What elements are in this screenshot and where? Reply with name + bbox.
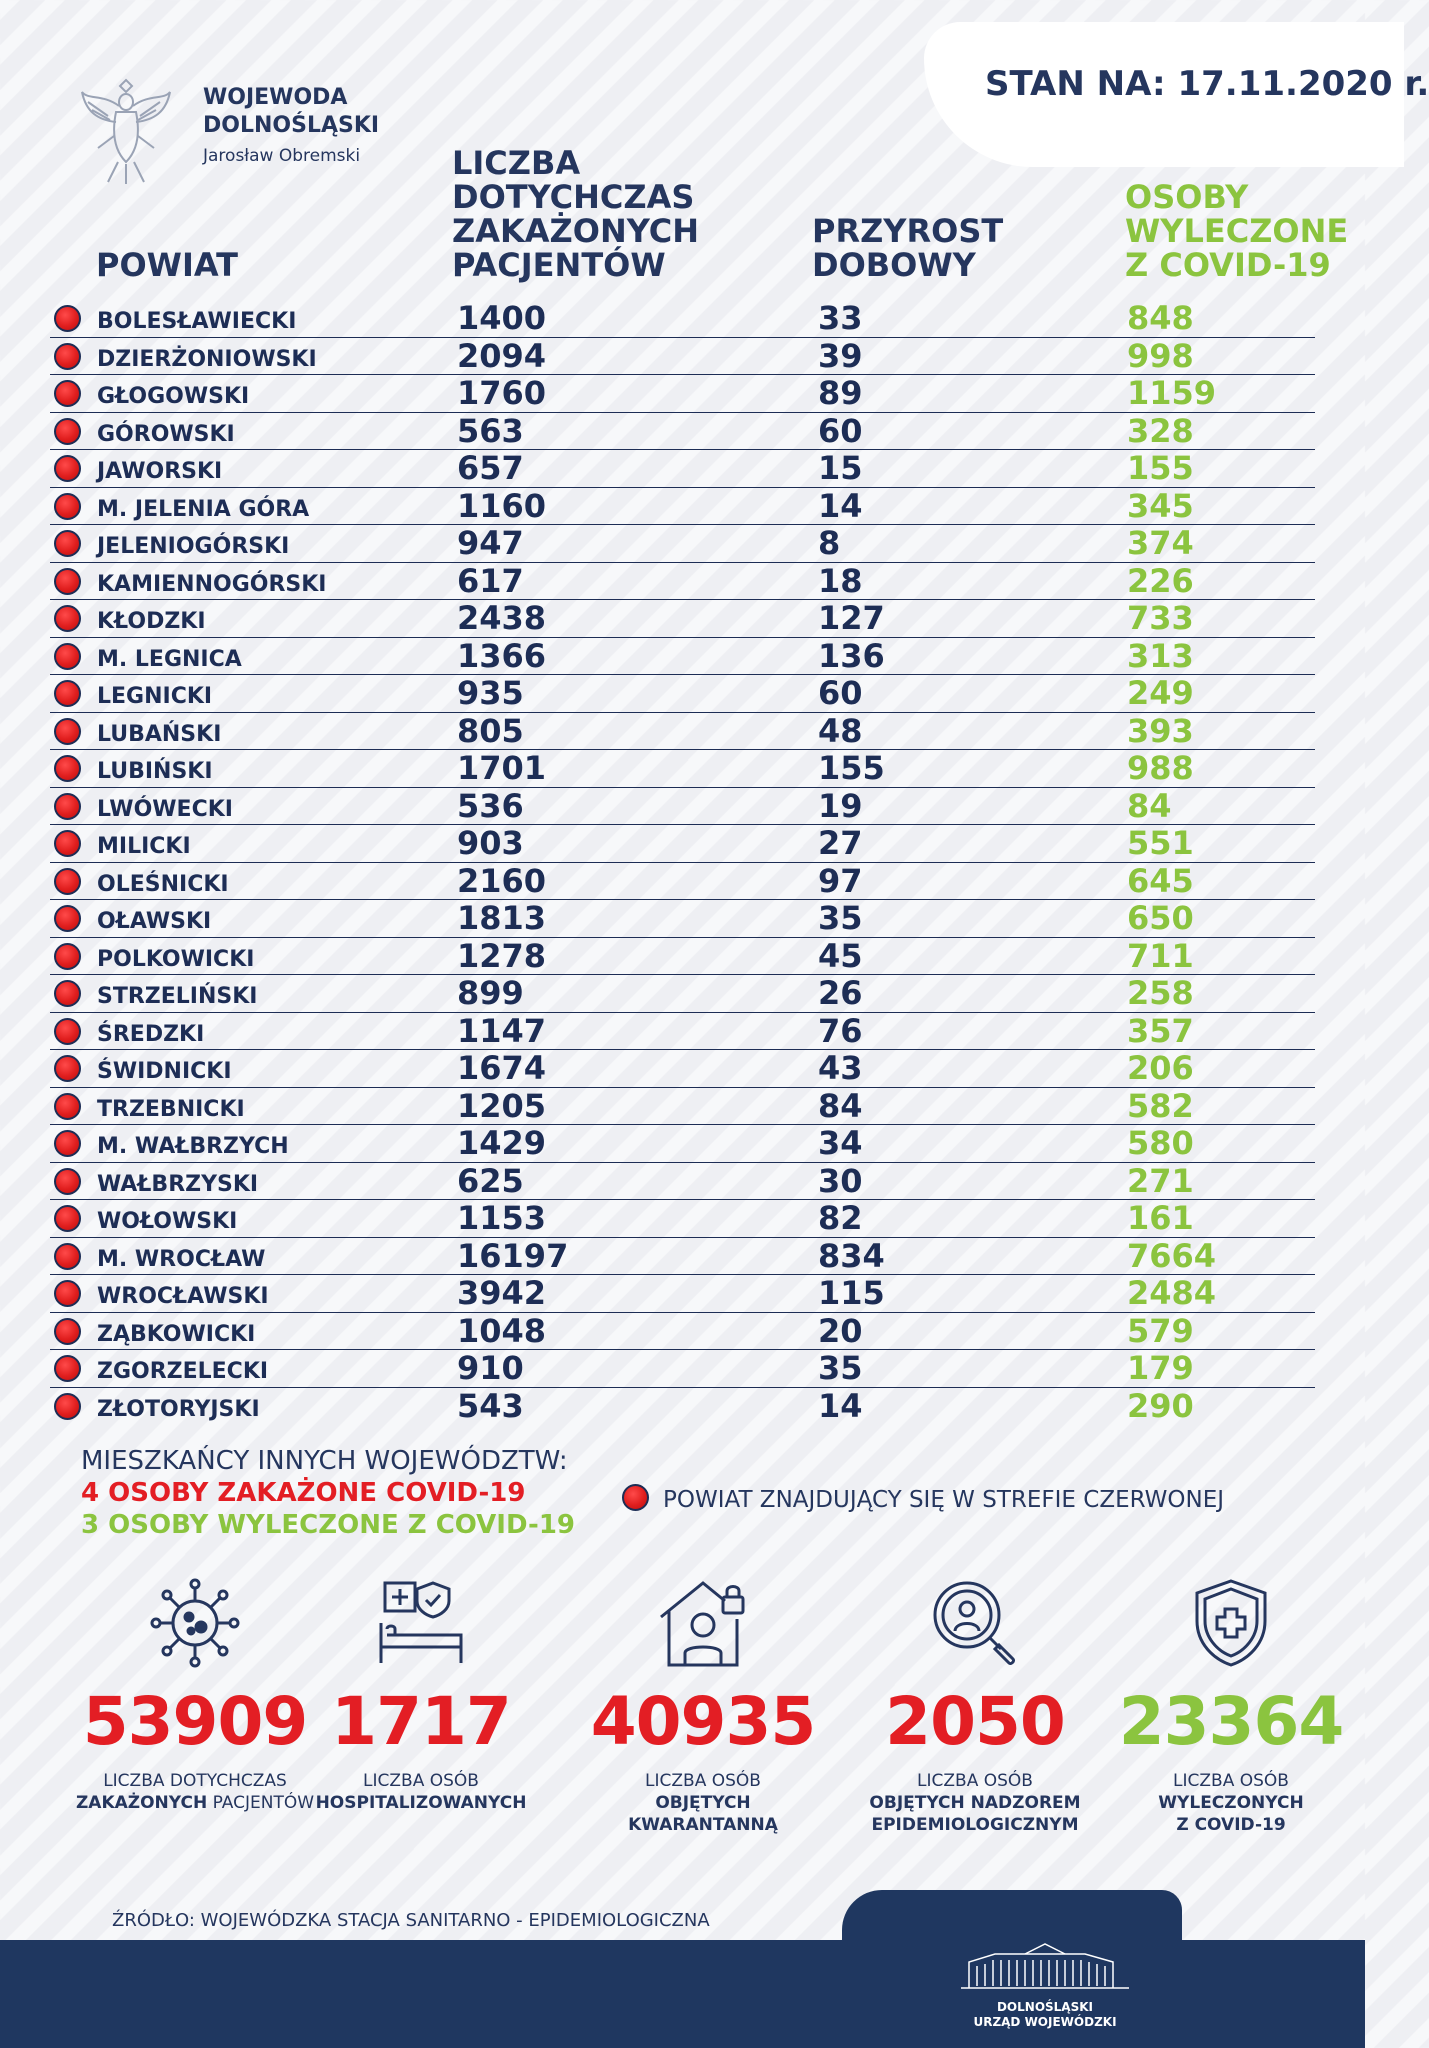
column-header-cases-line: DOTYCHCZAS [452, 178, 695, 216]
daily-value: 84 [818, 1086, 863, 1125]
cases-value: 805 [457, 711, 524, 750]
cases-value: 625 [457, 1161, 524, 1200]
powiat-name: M. WROCŁAW [97, 1246, 266, 1272]
red-zone-dot-icon [54, 1355, 81, 1382]
other-regions-recovered: 3 OSOBY WYLECZONE Z COVID-19 [81, 1510, 576, 1540]
recovered-value: 733 [1127, 599, 1194, 637]
stat-label-line: LICZBA DOTYCHCZAS [103, 1771, 287, 1791]
daily-value: 48 [818, 711, 863, 750]
column-header-powiat: POWIAT [96, 246, 238, 284]
red-zone-dot-icon [54, 943, 81, 970]
table-row [50, 450, 1315, 488]
table-row [50, 300, 1315, 338]
red-zone-dot-icon [54, 418, 81, 445]
powiat-name: JELENIOGÓRSKI [97, 534, 290, 559]
stat-label-bold-line3: KWARANTANNĄ [628, 1815, 778, 1835]
quarantine-house-icon [655, 1575, 751, 1671]
stat-infected-value: 53909 [82, 1683, 308, 1760]
daily-value: 115 [818, 1274, 885, 1312]
red-zone-dot-icon [54, 980, 81, 1007]
stat-quarantine [578, 1575, 828, 1836]
red-zone-dot-icon [54, 1393, 81, 1420]
red-zone-dot-icon [54, 868, 81, 895]
other-regions-title: MIESZKAŃCY INNYCH WOJEWÓDZTW: [81, 1446, 568, 1476]
recovered-value: 711 [1127, 936, 1194, 975]
red-zone-dot-icon [54, 1243, 81, 1270]
cases-value: 899 [457, 974, 524, 1012]
recovered-value: 582 [1127, 1086, 1194, 1125]
recovered-value: 645 [1127, 861, 1194, 900]
cases-value: 1674 [457, 1049, 547, 1087]
cases-value: 16197 [457, 1236, 569, 1275]
recovered-value: 988 [1127, 749, 1194, 787]
stat-quarantine-label [578, 1770, 828, 1836]
cases-value: 617 [457, 561, 524, 600]
red-zone-legend [622, 1480, 1224, 1513]
table-row [50, 1013, 1315, 1051]
daily-value: 15 [818, 449, 863, 487]
powiat-name: GÓROWSKI [97, 421, 235, 447]
powiat-name: ŚREDZKI [97, 1021, 205, 1047]
red-zone-dot-icon [54, 493, 81, 520]
cases-value: 947 [457, 524, 524, 562]
stat-surveillance-label [850, 1770, 1100, 1836]
red-zone-dot-icon [54, 1168, 81, 1195]
stat-label-bold: ZAKAŻONYCH [75, 1793, 208, 1813]
cases-value: 3942 [457, 1274, 547, 1312]
powiat-table [50, 300, 1315, 1425]
cases-value: 657 [457, 449, 524, 487]
powiat-name: POLKOWICKI [97, 946, 255, 972]
stat-infected [70, 1575, 320, 1814]
red-zone-dot-icon [54, 530, 81, 557]
red-zone-dot-icon [622, 1484, 649, 1511]
recovered-value: 155 [1127, 449, 1194, 487]
powiat-name: LUBAŃSKI [97, 721, 222, 747]
table-row [50, 863, 1315, 901]
governor-title-line2: DOLNOŚLĄSKI [203, 113, 380, 138]
recovered-value: 290 [1127, 1386, 1194, 1425]
cases-value: 1048 [457, 1311, 547, 1350]
column-header-cases-line: ZAKAŻONYCH [452, 212, 700, 250]
recovered-value: 650 [1127, 899, 1194, 937]
recovered-value: 848 [1127, 299, 1194, 337]
table-row [50, 1238, 1315, 1276]
powiat-name: KAMIENNOGÓRSKI [97, 571, 327, 597]
table-row [50, 938, 1315, 976]
powiat-name: WROCŁAWSKI [97, 1284, 269, 1309]
column-header-recovered [1125, 180, 1365, 282]
column-header-daily [812, 214, 1052, 282]
daily-value: 33 [818, 299, 863, 337]
red-zone-dot-icon [54, 830, 81, 857]
table-row [50, 488, 1315, 526]
table-row [50, 675, 1315, 713]
stat-label-bold: WYLECZONYCH [1158, 1793, 1304, 1813]
daily-value: 14 [818, 486, 863, 525]
powiat-name: LWÓWECKI [97, 796, 233, 822]
daily-value: 76 [818, 1011, 863, 1050]
recovered-value: 345 [1127, 486, 1194, 525]
red-zone-dot-icon [54, 1318, 81, 1345]
cases-value: 536 [457, 786, 524, 825]
column-header-recovered-line: Z COVID-19 [1125, 246, 1331, 284]
recovered-value: 551 [1127, 824, 1194, 862]
red-zone-dot-icon [54, 680, 81, 707]
cases-value: 1153 [457, 1199, 547, 1237]
table-row [50, 1200, 1315, 1238]
column-header-cases-line: PACJENTÓW [452, 246, 666, 284]
red-zone-dot-icon [54, 643, 81, 670]
red-zone-dot-icon [54, 455, 81, 482]
governor-name: Jarosław Obremski [203, 146, 361, 166]
office-building-icon [955, 1940, 1135, 1996]
stat-infected-label [70, 1770, 320, 1814]
stat-label-line: LICZBA OSÓB [645, 1771, 761, 1791]
stat-label-bold: HOSPITALIZOWANYCH [315, 1793, 527, 1813]
daily-value: 82 [818, 1199, 863, 1237]
table-row [50, 563, 1315, 601]
table-row [50, 1088, 1315, 1126]
powiat-name: M. WAŁBRZYCH [97, 1134, 289, 1159]
recovered-value: 313 [1127, 636, 1194, 675]
table-row [50, 1125, 1315, 1163]
powiat-name: TRZEBNICKI [97, 1096, 245, 1122]
recovered-value: 328 [1127, 411, 1194, 450]
table-row [50, 525, 1315, 563]
stat-recovered-value: 23364 [1118, 1683, 1344, 1760]
table-row [50, 713, 1315, 751]
daily-value: 45 [818, 936, 863, 975]
cases-value: 1278 [457, 936, 547, 975]
powiat-name: WOŁOWSKI [97, 1209, 238, 1234]
virus-icon [147, 1575, 243, 1671]
powiat-name: LEGNICKI [97, 684, 213, 709]
cases-value: 1400 [457, 299, 547, 337]
stat-recovered-label [1106, 1770, 1356, 1836]
column-header-daily-line: DOBOWY [812, 246, 976, 284]
governor-title-line1: WOJEWODA [203, 85, 348, 110]
column-header-recovered-line: OSOBY [1125, 178, 1249, 216]
column-header-recovered-line: WYLECZONE [1125, 212, 1349, 250]
recovered-value: 580 [1127, 1124, 1194, 1162]
daily-value: 30 [818, 1161, 863, 1200]
daily-value: 60 [818, 411, 863, 450]
cases-value: 1160 [457, 486, 547, 525]
red-zone-legend-text: POWIAT ZNAJDUJĄCY SIĘ W STREFIE CZERWONEJ [663, 1487, 1225, 1513]
red-zone-dot-icon [54, 1280, 81, 1307]
cases-value: 903 [457, 824, 524, 862]
cases-value: 2438 [457, 599, 547, 637]
red-zone-dot-icon [54, 905, 81, 932]
recovered-value: 161 [1127, 1199, 1194, 1237]
red-zone-dot-icon [54, 755, 81, 782]
red-zone-dot-icon [54, 605, 81, 632]
table-row [50, 1313, 1315, 1351]
cases-value: 1366 [457, 636, 547, 675]
powiat-name: OŁAWSKI [97, 909, 212, 934]
recovered-value: 206 [1127, 1049, 1194, 1087]
table-row [50, 975, 1315, 1013]
stat-surveillance [850, 1575, 1100, 1836]
powiat-name: ZŁOTORYJSKI [97, 1396, 260, 1422]
recovered-value: 258 [1127, 974, 1194, 1012]
cases-value: 1760 [457, 374, 547, 412]
stat-label-line: LICZBA OSÓB [363, 1771, 479, 1791]
table-row [50, 1050, 1315, 1088]
table-row [50, 1350, 1315, 1388]
table-row [50, 600, 1315, 638]
cases-value: 910 [457, 1349, 524, 1387]
red-zone-dot-icon [54, 380, 81, 407]
recovered-value: 2484 [1127, 1274, 1217, 1312]
daily-value: 34 [818, 1124, 863, 1162]
table-row [50, 1388, 1315, 1426]
daily-value: 43 [818, 1049, 863, 1087]
table-row [50, 638, 1315, 676]
stat-label-bold-line3: EPIDEMIOLOGICZNYM [871, 1815, 1079, 1835]
governor-title [203, 84, 379, 140]
stat-label-line: LICZBA OSÓB [917, 1771, 1033, 1791]
powiat-name: OLEŚNICKI [97, 871, 229, 897]
powiat-name: M. LEGNICA [97, 646, 242, 672]
red-zone-dot-icon [54, 718, 81, 745]
column-header-cases-line: LICZBA [452, 144, 581, 182]
stat-label-bold-line3: Z COVID-19 [1176, 1815, 1286, 1835]
daily-value: 35 [818, 1349, 863, 1387]
cases-value: 2094 [457, 336, 547, 375]
powiat-name: DZIERŻONIOWSKI [97, 346, 317, 372]
table-row [50, 375, 1315, 413]
red-zone-dot-icon [54, 343, 81, 370]
hospital-bed-icon [373, 1575, 469, 1671]
recovered-value: 7664 [1127, 1236, 1217, 1275]
powiat-name: KŁODZKI [97, 609, 206, 634]
powiat-name: JAWORSKI [97, 459, 223, 484]
recovered-value: 271 [1127, 1161, 1194, 1200]
stat-hospitalized-value: 1717 [331, 1683, 511, 1760]
powiat-name: ZGORZELECKI [97, 1359, 269, 1384]
red-zone-dot-icon [54, 1018, 81, 1045]
recovered-value: 357 [1127, 1011, 1194, 1050]
daily-value: 60 [818, 674, 863, 712]
cases-value: 1205 [457, 1086, 547, 1125]
footer-line1: DOLNOŚLĄSKI [996, 2000, 1094, 2014]
shield-cross-icon [1183, 1575, 1279, 1671]
red-zone-dot-icon [54, 1205, 81, 1232]
powiat-name: LUBIŃSKI [97, 759, 213, 784]
recovered-value: 998 [1127, 336, 1194, 375]
cases-value: 1147 [457, 1011, 547, 1050]
powiat-name: MILICKI [97, 834, 191, 859]
table-row [50, 900, 1315, 938]
stat-label-bold: OBJĘTYCH NADZOREM [869, 1793, 1081, 1813]
stat-quarantine-value: 40935 [590, 1683, 816, 1760]
red-zone-dot-icon [54, 1093, 81, 1120]
column-header-cases [452, 146, 752, 282]
recovered-value: 393 [1127, 711, 1194, 750]
red-zone-dot-icon [54, 793, 81, 820]
daily-value: 97 [818, 861, 863, 900]
daily-value: 19 [818, 786, 863, 825]
daily-value: 20 [818, 1311, 863, 1350]
recovered-value: 179 [1127, 1349, 1194, 1387]
daily-value: 155 [818, 749, 885, 787]
stat-surveillance-value: 2050 [885, 1683, 1065, 1760]
eagle-emblem-icon [78, 72, 174, 188]
table-row [50, 825, 1315, 863]
stat-label-bold: OBJĘTYCH [655, 1793, 751, 1813]
other-regions-block [81, 1445, 575, 1541]
magnifier-person-icon [927, 1575, 1023, 1671]
date-label: STAN NA: 17.11.2020 r. [985, 64, 1429, 104]
recovered-value: 1159 [1127, 374, 1217, 412]
cases-value: 543 [457, 1386, 524, 1425]
other-regions-infected: 4 OSOBY ZAKAŻONE COVID-19 [81, 1478, 526, 1508]
recovered-value: 579 [1127, 1311, 1194, 1350]
recovered-value: 226 [1127, 561, 1194, 600]
cases-value: 2160 [457, 861, 547, 900]
daily-value: 18 [818, 561, 863, 600]
table-row [50, 338, 1315, 376]
powiat-name: BOLESŁAWIECKI [97, 309, 297, 334]
daily-value: 8 [818, 524, 841, 562]
red-zone-dot-icon [54, 568, 81, 595]
daily-value: 27 [818, 824, 863, 862]
cases-value: 1429 [457, 1124, 547, 1162]
table-row [50, 750, 1315, 788]
cases-value: 563 [457, 411, 524, 450]
stat-label-rest: PACJENTÓW [207, 1793, 315, 1813]
powiat-name: GŁOGOWSKI [97, 384, 250, 409]
cases-value: 1813 [457, 899, 547, 937]
daily-value: 136 [818, 636, 885, 675]
daily-value: 39 [818, 336, 863, 375]
stat-recovered [1106, 1575, 1356, 1836]
red-zone-dot-icon [54, 1130, 81, 1157]
table-row [50, 1275, 1315, 1313]
powiat-name: ZĄBKOWICKI [97, 1321, 256, 1347]
red-zone-dot-icon [54, 305, 81, 332]
recovered-value: 84 [1127, 786, 1172, 825]
stat-label-line: LICZBA OSÓB [1173, 1771, 1289, 1791]
footer-line2: URZĄD WOJEWÓDZKI [973, 2015, 1117, 2029]
daily-value: 14 [818, 1386, 863, 1425]
daily-value: 127 [818, 599, 885, 637]
powiat-name: WAŁBRZYSKI [97, 1171, 259, 1197]
recovered-value: 249 [1127, 674, 1194, 712]
table-row [50, 788, 1315, 826]
daily-value: 35 [818, 899, 863, 937]
daily-value: 26 [818, 974, 863, 1012]
daily-value: 89 [818, 374, 863, 412]
footer-institution [940, 2000, 1150, 2030]
powiat-name: STRZELIŃSKI [97, 984, 258, 1009]
stat-hospitalized-label [296, 1770, 546, 1814]
stat-hospitalized [296, 1575, 546, 1814]
powiat-name: ŚWIDNICKI [97, 1059, 232, 1084]
cases-value: 1701 [457, 749, 547, 787]
table-row [50, 1163, 1315, 1201]
red-zone-dot-icon [54, 1055, 81, 1082]
powiat-name: M. JELENIA GÓRA [97, 496, 310, 522]
daily-value: 834 [818, 1236, 885, 1275]
column-header-daily-line: PRZYROST [812, 212, 1004, 250]
recovered-value: 374 [1127, 524, 1194, 562]
source-note: ŹRÓDŁO: WOJEWÓDZKA STACJA SANITARNO - EPIDEMIOLOGICZNA [112, 1910, 710, 1931]
table-row [50, 413, 1315, 451]
cases-value: 935 [457, 674, 524, 712]
